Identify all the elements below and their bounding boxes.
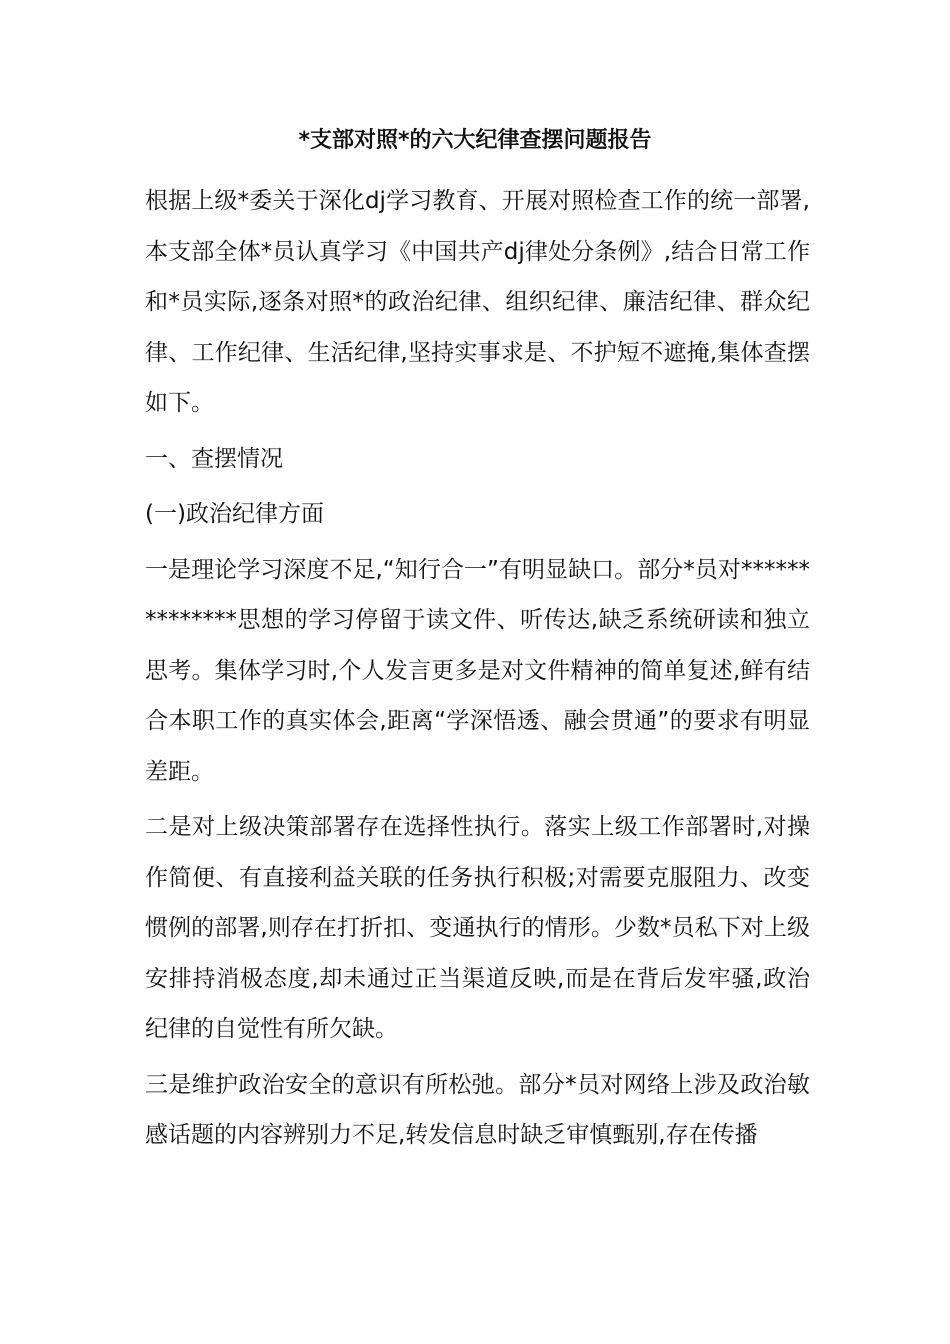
issue-paragraph-2: 二是对上级决策部署存在选择性执行。落实上级工作部署时,对操作简便、有直接利益关联的任务执行积极;对需要克服阻力、改变惯例的部署,则存在打折扣、变通执行的情形。少数*员私下对上级安排持消极态度,却未通过正当渠道反映,而是在背后发牢骚,政治纪律的自觉性有所欠缺。 [145, 814, 810, 1042]
issue-paragraph-1: 一是理论学习深度不足,“知行合一”有明显缺口。部分*员对**************思想的学习停留于读文件、听传达,缺乏系统研读和独立思考。集体学习时,个人发言更多是对文件精神的简单复述,鲜有结合本职工作的真实体会,距离“学深悟透、融会贯通”的要求有明显差距。 [145, 556, 810, 785]
intro-paragraph: 根据上级*委关于深化dj学习教育、开展对照检查工作的统一部署,本支部全体*员认真学习《中国共产dj律处分条例》,结合日常工作和*员实际,逐条对照*的政治纪律、组织纪律、廉洁纪律、群众纪律、工作纪律、生活纪律,坚持实事求是、不护短不遮掩,集体查摆如下。 [145, 188, 810, 416]
document-title: *支部对照*的六大纪律查摆问题报告 [298, 128, 652, 153]
document-body [145, 176, 810, 1166]
section-heading: 一、查摆情况 [145, 445, 283, 472]
subsection-heading: (一)政治纪律方面 [145, 501, 324, 527]
issue-paragraph-3: 三是维护政治安全的意识有所松弛。部分*员对网络上涉及政治敏感话题的内容辨别力不足,转发信息时缺乏审慎甄别,存在传播 [145, 1071, 810, 1148]
